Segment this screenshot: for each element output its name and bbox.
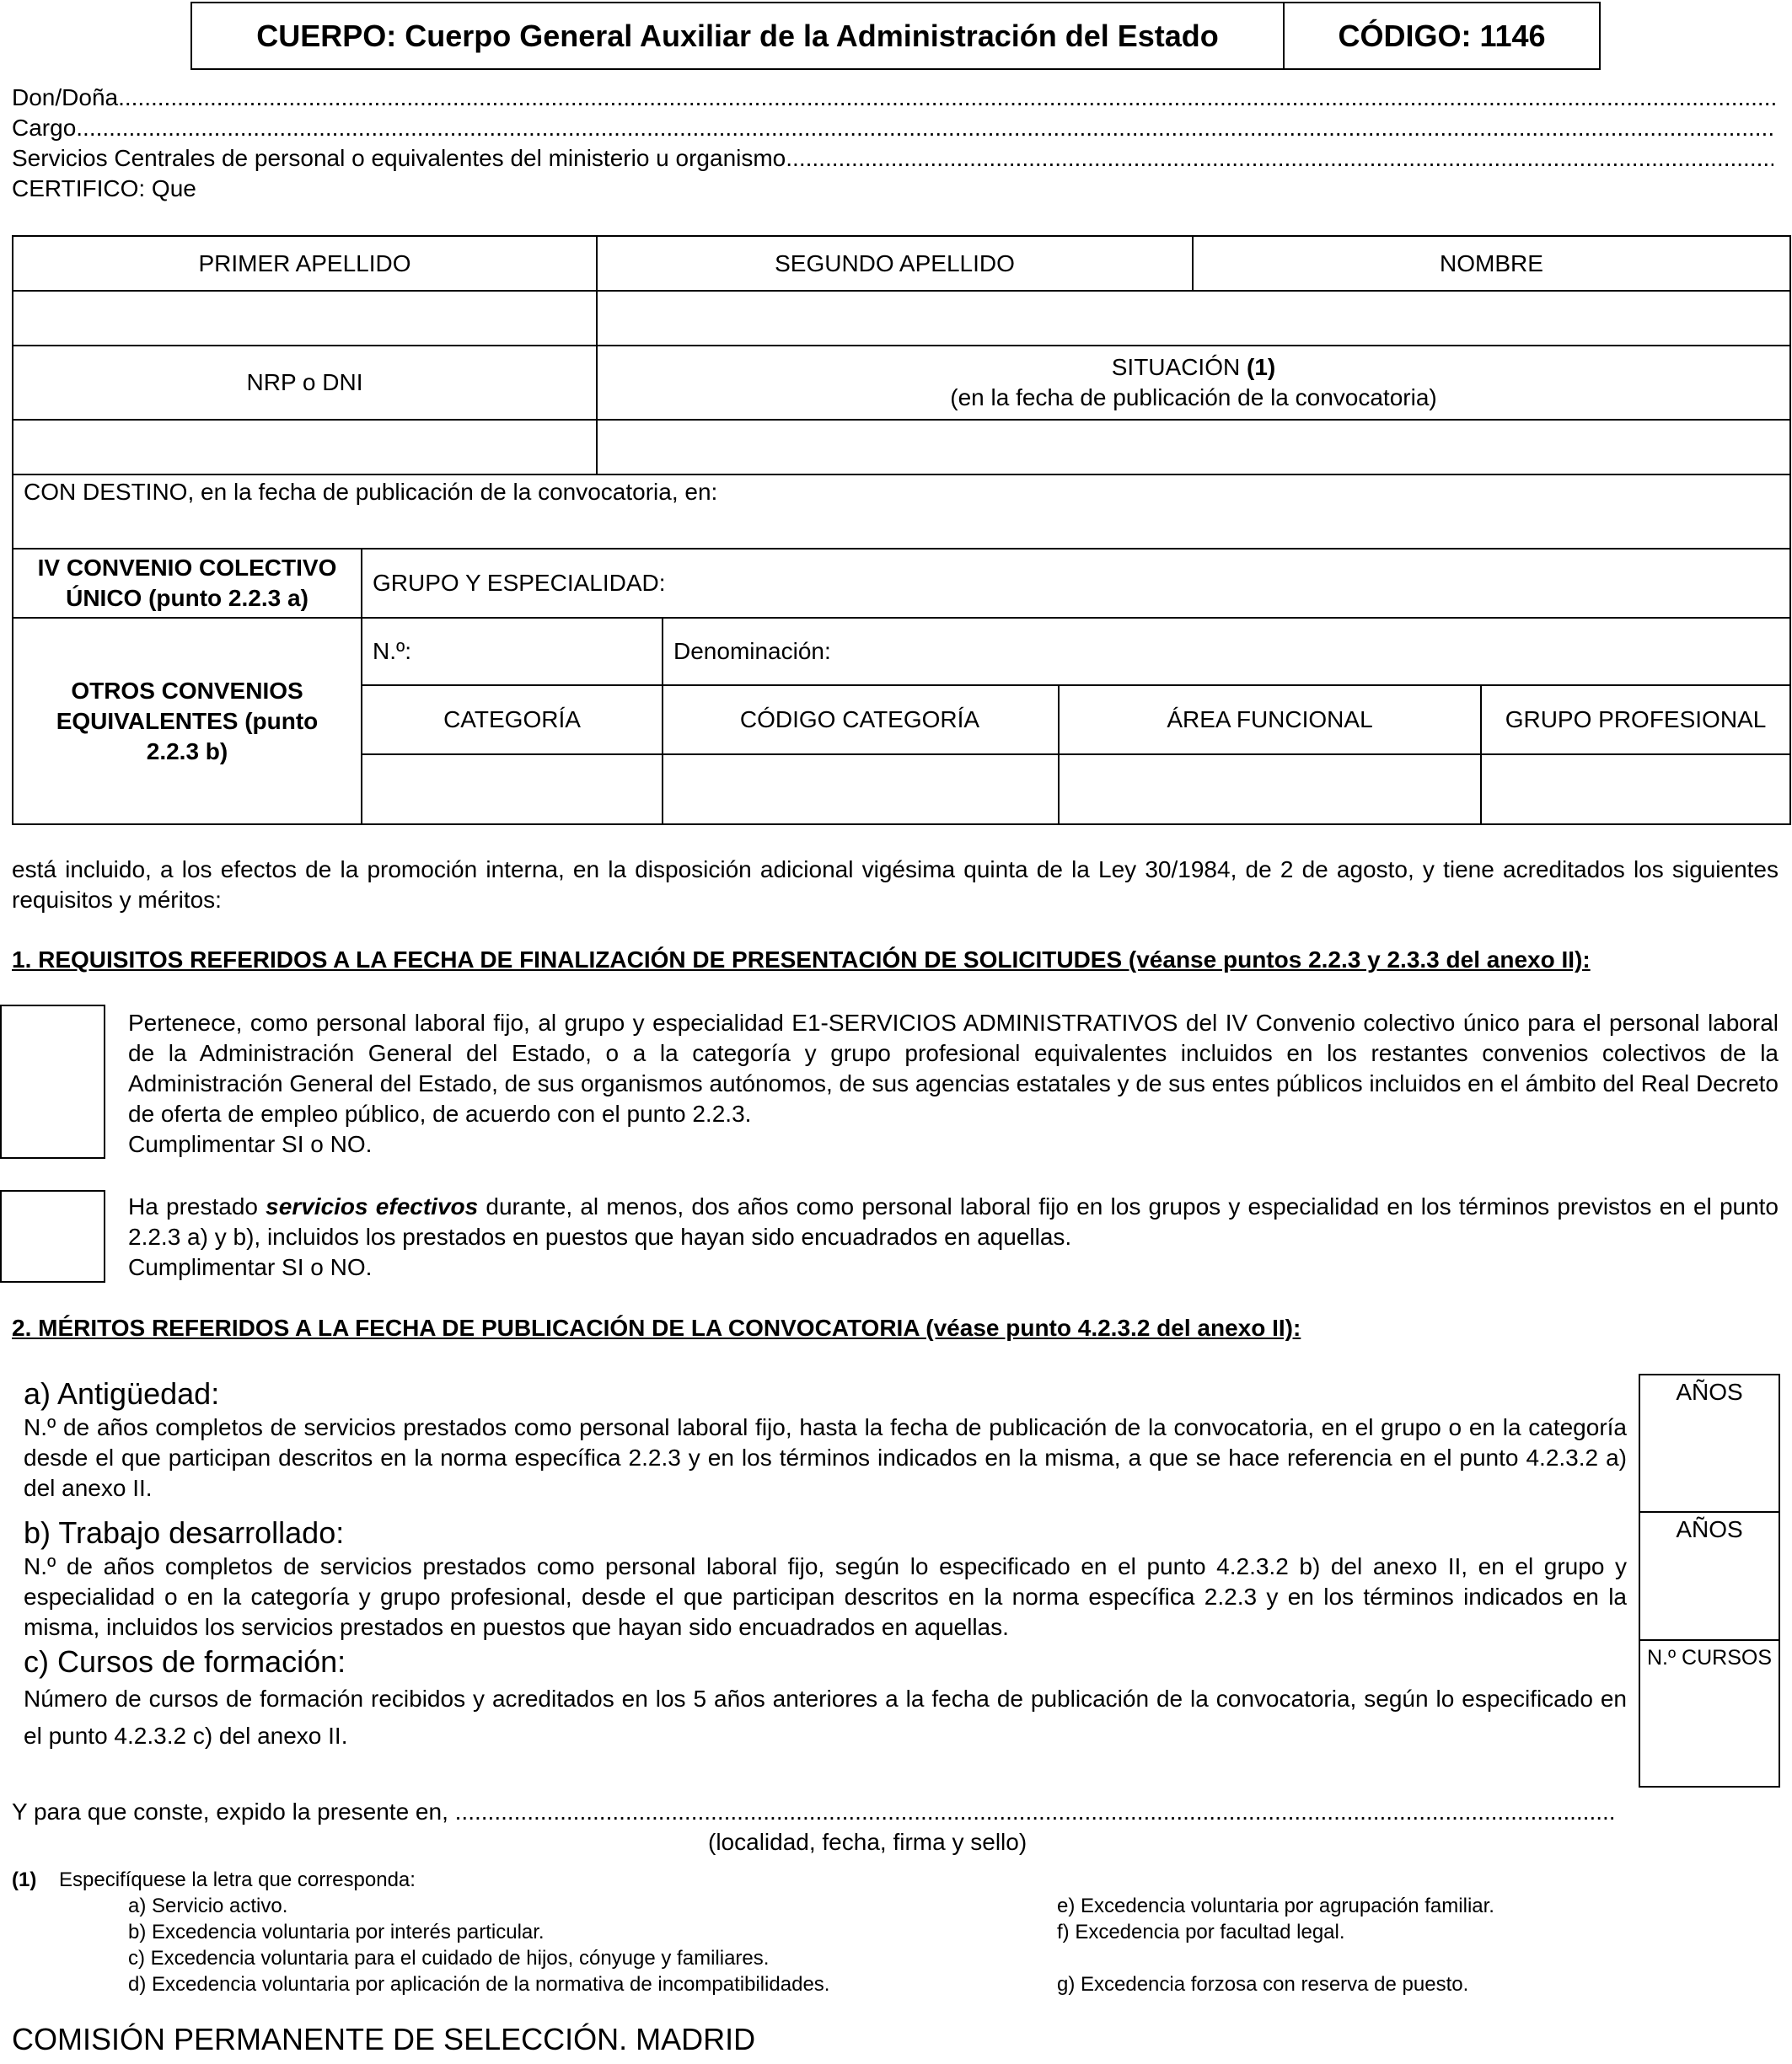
footnote-f: f) Excedencia por facultad legal. [1057,1921,1345,1943]
section2-heading: 2. MÉRITOS REFERIDOS A LA FECHA DE PUBLICACIÓN DE LA CONVOCATORIA (véase punto 4.2.3.2 del anexo II): [12,1315,1301,1341]
footnote-b: b) Excedencia voluntaria por interés particular. [128,1921,545,1943]
expido-label: Y para que conste, expido la presente en, [12,1799,455,1825]
codigo-categoria-header: CÓDIGO CATEGORÍA [739,706,980,732]
trabajo-title: b) Trabajo desarrollado: [24,1515,345,1550]
req1-description: Pertenece, como personal laboral fijo, al grupo y especialidad E1-SERVICIOS ADMINISTRATIVOS del IV Convenio colectivo único para el personal laboral de la Administración General del Estado, o a la categoría y grupo profesional equivalentes incluidos en los restantes convenios colectivos de la Administración General del Estado, de sus organismos autónomos, de sus agencias estatales y de sus entes públicos incluidos en el ámbito del Real Decreto de oferta de empleo público, de acuerdo con el punto 2.2.3. [128,1010,1779,1127]
denominacion-label: Denominación: [673,638,831,664]
footnote-g: g) Excedencia forzosa con reserva de puesto. [1057,1973,1469,1996]
anos-label-1: AÑOS [1676,1379,1743,1405]
categoria-header: CATEGORÍA [443,706,581,732]
expido-line[interactable] [12,1797,1613,1827]
area-funcional-header: ÁREA FUNCIONAL [1167,706,1373,732]
req2-text [128,1192,1779,1252]
footnote-a: a) Servicio activo. [128,1895,288,1917]
cargo-line[interactable] [12,113,1773,143]
anos-antiguedad-field[interactable] [1640,1375,1779,1511]
con-destino-label: CON DESTINO, en la fecha de publicación de la convocatoria, en: [24,479,718,505]
primer-apellido-header: PRIMER APELLIDO [198,249,411,276]
footnote-marker: (1) [12,1868,37,1891]
numero-label: N.º: [373,638,412,664]
grupo-profesional-field[interactable] [1482,755,1789,823]
nombre-header: NOMBRE [1440,249,1543,276]
situacion-field[interactable] [598,421,1789,474]
req2-emphasis: servicios efectivos [266,1193,479,1220]
primer-apellido-field[interactable] [13,292,596,345]
req1-fill: Cumplimentar SI o NO. [128,1131,373,1157]
categoria-field[interactable] [362,755,662,823]
grupo-especialidad-label: GRUPO Y ESPECIALIDAD: [373,570,666,596]
cursos-text: Número de cursos de formación recibidos y acreditados en los 5 años anteriores a la fecha de publicación de la convocatoria, según lo especificado en el punto 4.2.3.2 c) del anexo II. [24,1686,1627,1749]
inclusion-paragraph: está incluido, a los efectos de la promoción interna, en la disposición adicional vigésima quinta de la Ley 30/1984, de 2 de agosto, y tiene acreditados los siguientes requisitos y méritos: [12,856,1779,913]
anos-label-2: AÑOS [1676,1516,1743,1542]
req2-post: durante, al menos, dos años como personal laboral fijo en los grupos y especialidad en los términos previstos en el punto 2.2.3 a) y b), incluidos los prestados en puestos que hayan sido encuadrados en aquellas. [128,1193,1779,1250]
cursos-field[interactable] [1640,1641,1779,1786]
commission-footer: COMISIÓN PERMANENTE DE SELECCIÓN. MADRID [12,2022,756,2056]
nrp-dni-header: NRP o DNI [246,369,363,395]
cursos-label: N.º CURSOS [1646,1646,1773,1670]
servicios-label: Servicios Centrales de personal o equivalentes del ministerio u organismo [12,145,786,171]
situacion-label: SITUACIÓN [1111,354,1241,380]
cargo-label: Cargo [12,115,77,141]
otros-convenios-label: OTROS CONVENIOS EQUIVALENTES (punto 2.2.3 b) [56,677,319,764]
cuerpo-title: CUERPO: Cuerpo General Auxiliar de la Administración del Estado [192,3,1285,68]
nombre-field[interactable] [1194,292,1789,345]
section1-heading: 1. REQUISITOS REFERIDOS A LA FECHA DE FINALIZACIÓN DE PRESENTACIÓN DE SOLICITUDES (véanse puntos 2.2.3 y 2.3.3 del anexo II): [12,946,1591,973]
codigo-categoria-field[interactable] [663,755,1058,823]
anos-trabajo-field[interactable] [1640,1513,1779,1639]
antiguedad-text: N.º de años completos de servicios prestados como personal laboral fijo, hasta la fecha de publicación de la convocatoria, en el grupo o en la categoría desde el que participan descritos en la norma específica 2.2.3 y en los términos indicados en la misma, a que se hace referencia en el punto 4.2.3.2 a) del anexo II. [24,1414,1627,1501]
firma-caption: (localidad, fecha, firma y sello) [708,1829,1027,1855]
don-line[interactable] [12,83,1777,113]
grupo-profesional-header: GRUPO PROFESIONAL [1505,706,1767,732]
segundo-apellido-field[interactable] [598,292,1192,345]
nrp-dni-field[interactable] [13,421,596,474]
footnote-e: e) Excedencia voluntaria por agrupación familiar. [1057,1895,1494,1917]
footnote-c: c) Excedencia voluntaria para el cuidado de hijos, cónyuge y familiares. [128,1947,770,1970]
header-box [190,2,1601,70]
situacion-sub: (en la fecha de publicación de la convocatoria) [950,384,1437,410]
don-label: Don/Doña [12,84,119,110]
iv-convenio-label: IV CONVENIO COLECTIVO ÚNICO (punto 2.2.3 a) [37,555,337,611]
antiguedad-title: a) Antigüedad: [24,1376,220,1411]
situacion-header [598,346,1789,419]
footnote-d: d) Excedencia voluntaria por aplicación de la normativa de incompatibilidades. [128,1973,830,1996]
situacion-note: (1) [1247,354,1276,380]
req2-pre: Ha prestado [128,1193,266,1220]
trabajo-text: N.º de años completos de servicios prestados como personal laboral fijo, según lo especificado en el punto 4.2.3.2 b) del anexo II, en el grupo y especialidad o en la categoría y grupo profesional, desde el que participan descritos en la norma específica 2.2.3 y en los términos indicados en la misma, incluidos los servicios prestados en puestos que hayan sido encuadrados en aquellas. [24,1553,1627,1640]
req2-checkbox[interactable] [0,1190,105,1283]
req1-checkbox[interactable] [0,1005,105,1159]
certifico-label: CERTIFICO: Que [12,175,196,201]
req1-text [128,1008,1779,1129]
servicios-line[interactable] [12,143,1773,174]
cursos-title: c) Cursos de formación: [24,1644,346,1679]
segundo-apellido-header: SEGUNDO APELLIDO [775,249,1015,276]
area-funcional-field[interactable] [1060,755,1480,823]
req2-fill: Cumplimentar SI o NO. [128,1254,373,1280]
footnote-intro: Especifíquese la letra que corresponda: [59,1868,416,1891]
codigo-title: CÓDIGO: 1146 [1338,18,1546,53]
